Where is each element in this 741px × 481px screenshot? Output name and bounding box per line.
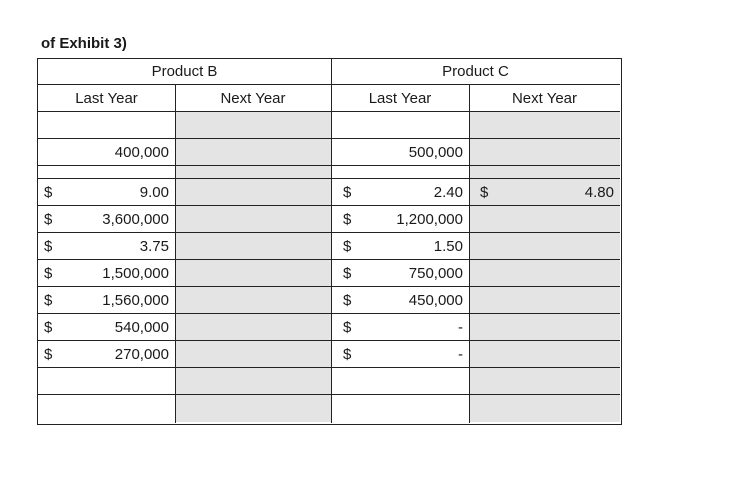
b-last-year-cell: 1,500,000 [102,264,169,282]
b-column-divider [175,85,176,423]
product-table [37,58,622,425]
c-last-year-cell: 450,000 [408,291,463,309]
c-next-year-cell [470,206,620,232]
c-currency-symbol: $ [343,210,352,228]
b-currency-symbol: $ [44,318,53,336]
b-last-year-cell: 9.00 [139,183,169,201]
b-currency-symbol: $ [44,291,53,309]
c-column-divider [469,85,470,423]
b-next-year-input [176,206,331,232]
table-row [38,341,620,368]
b-next-year-input [176,314,331,340]
table-row [38,179,620,206]
b-currency-symbol: $ [44,183,53,201]
b-currency-symbol: $ [44,345,53,363]
c-next-year-cell [470,287,620,313]
c-last-year-cell: 750,000 [408,264,463,282]
b-next-year-input [176,139,331,165]
table-row [38,287,620,314]
c-last-year-cell: - [458,345,463,363]
table-row [38,112,620,139]
b-next-year-input [176,287,331,313]
c-last-year-cell [331,112,469,138]
b-last-year-cell: 400,000 [114,143,169,161]
exhibit-caption: of Exhibit 3) [41,35,127,52]
table-row [38,139,620,166]
table-row [38,395,620,422]
c-next-year-cell [470,260,620,286]
c-last-year-cell: 500,000 [408,143,463,161]
c-currency-symbol: $ [343,345,352,363]
b-currency-symbol: $ [44,237,53,255]
b-next-year-input [176,260,331,286]
b-next-year-input [176,166,331,178]
b-last-year-cell: 3.75 [139,237,169,255]
b-currency-symbol: $ [44,264,53,282]
b-last-year-cell: 540,000 [114,318,169,336]
c-last-year-cell: 2.40 [433,183,463,201]
product-header-row [38,59,620,85]
b-last-year-cell: 1,560,000 [102,291,169,309]
b-last-year-header: Last Year [75,89,138,107]
c-next-year-cell: 4.80 [470,179,620,205]
c-currency-symbol: $ [343,318,352,336]
b-next-year-input [176,341,331,367]
c-last-year-cell: 1,200,000 [396,210,463,228]
c-next-year-cell [470,368,620,394]
c-next-year-cell [470,233,620,259]
b-last-year-cell: 270,000 [114,345,169,363]
b-next-year-input [176,233,331,259]
c-next-year-cell [470,139,620,165]
c-next-year-cell [470,395,620,422]
c-last-year-cell [331,166,469,178]
c-currency-symbol: $ [343,264,352,282]
b-next-year-input [176,179,331,205]
c-last-year-cell [331,395,469,422]
c-last-year-cell: - [458,318,463,336]
c-next-year-cell [470,166,620,178]
table-row [38,206,620,233]
b-currency-symbol: $ [44,210,53,228]
b-last-year-cell [38,395,175,422]
c-last-year-cell: 1.50 [433,237,463,255]
c-currency-symbol: $ [343,291,352,309]
b-last-year-cell [38,166,175,178]
b-last-year-cell [38,112,175,138]
c-next-year-header: Next Year [511,89,578,107]
b-next-year-input [176,395,331,422]
product-divider [331,59,332,423]
table-row [38,260,620,287]
year-header-row [38,85,620,112]
c-last-year-cell [331,368,469,394]
b-last-year-cell: 3,600,000 [102,210,169,228]
product-c-header: Product C [442,63,509,80]
table-row [38,166,620,179]
b-next-year-input [176,112,331,138]
table-row [38,233,620,260]
c-next-year-cell [470,314,620,340]
c-currency-symbol: $ [343,183,352,201]
b-next-year-header: Next Year [220,89,286,107]
b-last-year-cell [38,368,175,394]
table-row [38,314,620,341]
b-next-year-input [176,368,331,394]
c-next-currency-symbol: $ [480,183,489,201]
c-next-year-cell [470,341,620,367]
product-b-header: Product B [151,63,218,80]
c-next-year-cell [470,112,620,138]
table-row [38,368,620,395]
c-currency-symbol: $ [343,237,352,255]
c-last-year-header: Last Year [368,89,432,107]
